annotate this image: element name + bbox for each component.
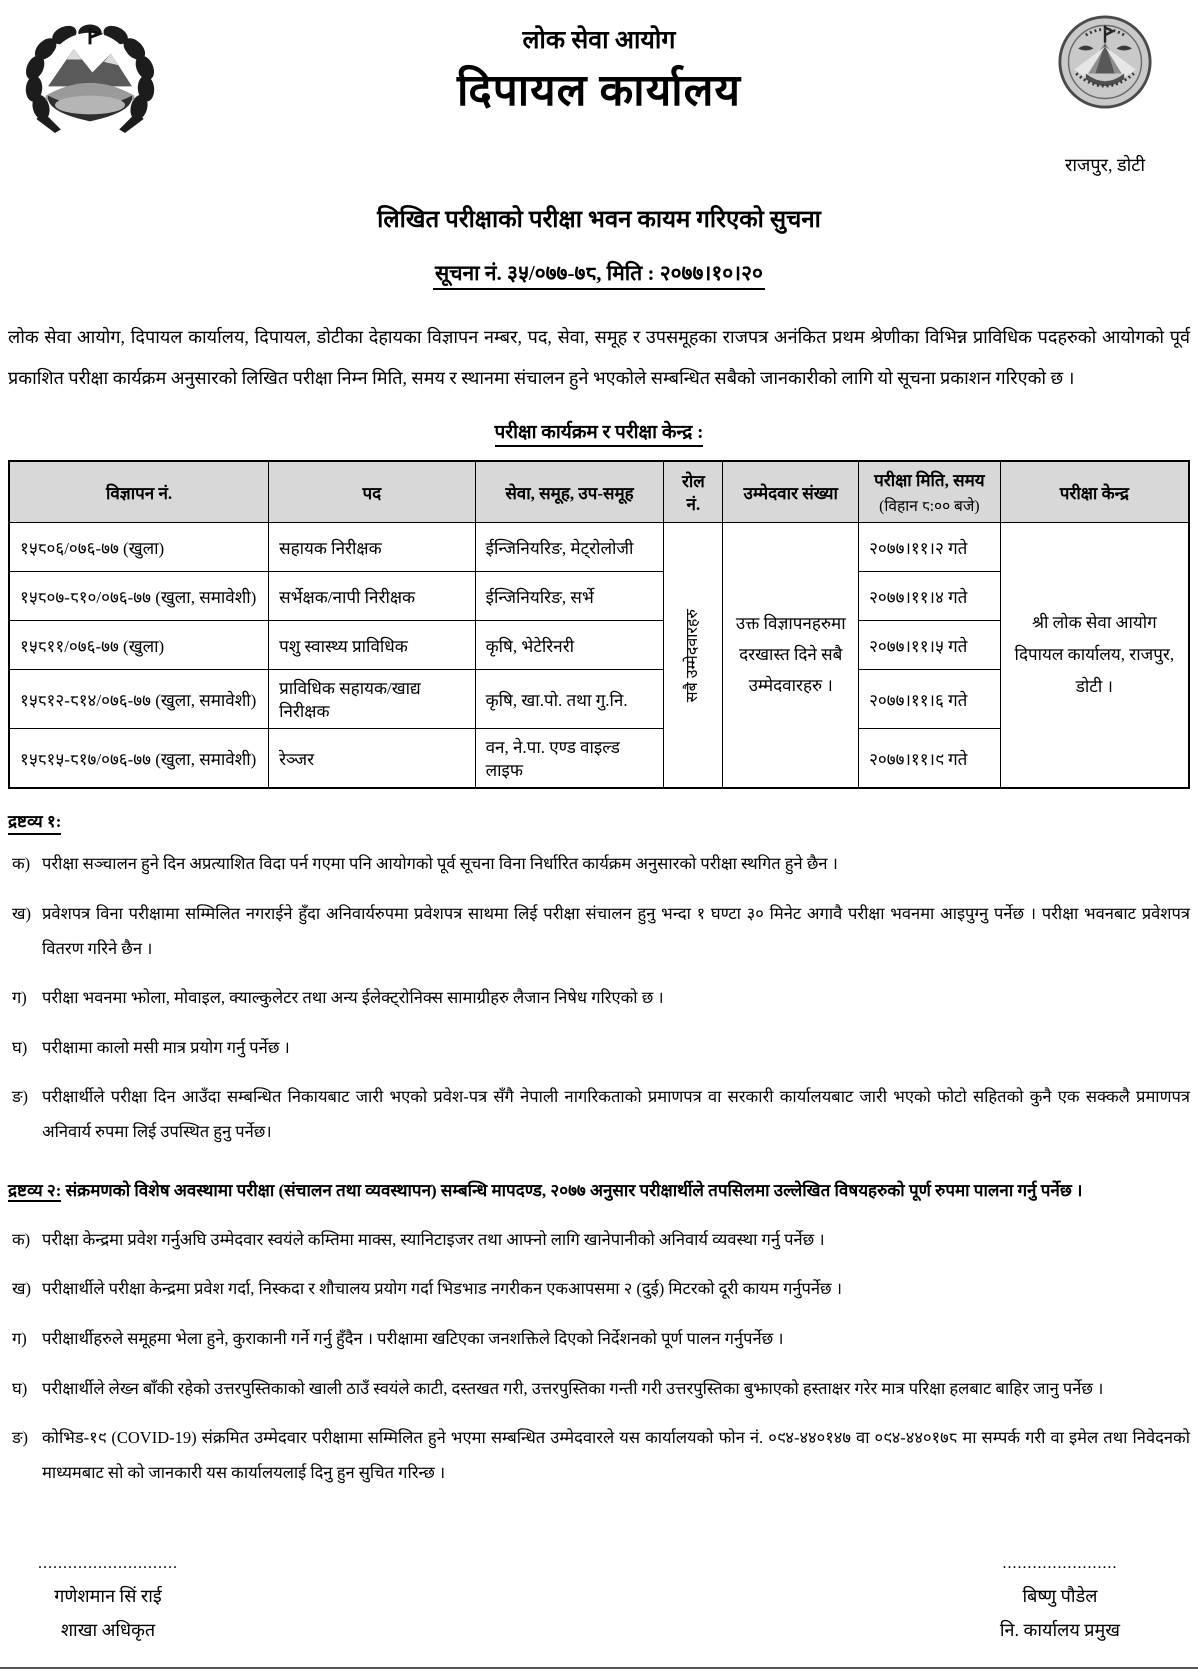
header-roll-no: रोल नं. bbox=[664, 461, 723, 523]
note2-heading: द्रष्टव्य २: संक्रमणको विशेष अवस्थामा परीक्षा (संचालन तथा व्यवस्थापन) सम्बन्धि मापदण्ड, २०७७ अनुसार परीक्षार्थीले तपसिलमा उल्लेखित विषयहरुको पूर्ण रुपमा पालना गर्नु पर्नेछ । bbox=[8, 1180, 1083, 1200]
signature-dotted-line: ............................ bbox=[38, 1554, 178, 1572]
cell-exam-date: २०७७।११।६ गते bbox=[859, 670, 1001, 729]
cell-exam-center-merged: श्री लोक सेवा आयोग दिपायल कार्यालय, राजपुर, डोटी । bbox=[1000, 523, 1189, 789]
header-candidates: उम्मेदवार संख्या bbox=[723, 461, 859, 523]
cell-adv-no: १५८११/०७६-७७ (खुला) bbox=[9, 621, 269, 670]
cell-post: सर्भेक्षक/नापी निरीक्षक bbox=[269, 572, 476, 621]
cell-post: सहायक निरीक्षक bbox=[269, 523, 476, 572]
table-section-title: परीक्षा कार्यक्रम र परीक्षा केन्द्र : bbox=[8, 418, 1190, 444]
note1-item: ङ) परीक्षार्थीले परीक्षा दिन आउँदा सम्बन्धित निकायबाट जारी भएको प्रवेश-पत्र सँगै नेपाली नागरिकताको प्रमाणपत्र वा सरकारी कार्यालयबाट जारी भएको फोटो सहितको कुनै एक सक्कलै प्रमाणपत्र अनिवार्य रुपमा लिई उपस्थित हुनु पर्नेछ। bbox=[12, 1087, 1190, 1142]
note1-section bbox=[8, 809, 1190, 1149]
note2-item: ङ) कोभिड-१९ (COVID-19) संक्रमित उम्मेदवार परीक्षामा सम्मिलित हुने भएमा सम्बन्धित उम्मेदवारले यस कार्यालयको फोन नं. ०९४-४४०१४७ वा ०९४-४४०१७८ मा सम्पर्क गरी वा इमेल तथा निवेदनको माध्यमबाट सो को जानकारी यस कार्यालयलाई दिनु हुन सुचित गरिन्छ । bbox=[12, 1428, 1190, 1482]
note1-item: ख) प्रवेशपत्र विना परीक्षामा सम्मिलित नगराईने हुँदा अनिवार्यरुपमा प्रवेशपत्र साथमा लिई परीक्षा संचालन हुनु भन्दा १ घण्टा ३० मिनेट अगावै परीक्षा भवनमा आइपुग्नु पर्नेछ । परीक्षा भवनबाट प्रवेशपत्र वितरण गरिने छैन । bbox=[12, 903, 1190, 958]
signature-left bbox=[38, 1549, 178, 1648]
cell-service: कृषि, भेटेरिनरी bbox=[475, 621, 664, 670]
table-row bbox=[9, 523, 1189, 572]
signature-dotted-line: ....................... bbox=[1002, 1554, 1118, 1572]
public-service-commission-seal-icon bbox=[1057, 14, 1153, 110]
header-titles bbox=[8, 10, 1190, 118]
cell-exam-date: २०७७।११।२ गते bbox=[859, 523, 1001, 572]
notice-ref-line bbox=[8, 259, 1190, 287]
cell-exam-date: २०७७।११।९ गते bbox=[859, 729, 1001, 789]
office-name: दिपायल कार्यालय bbox=[457, 66, 741, 115]
office-location: राजपुर, डोटी bbox=[1065, 155, 1145, 175]
cell-adv-no: १५८०६/०७६-७७ (खुला) bbox=[9, 523, 269, 572]
note1-heading: द्रष्टव्य १: bbox=[8, 809, 1190, 832]
signatory-name: गणेशमान सिं राई bbox=[54, 1586, 162, 1606]
cell-service: वन, ने.पा. एण्ड वाइल्ड लाइफ bbox=[475, 729, 664, 789]
cell-roll-no-merged: सबै उम्मेदवारहरु bbox=[664, 523, 723, 789]
header-service: सेवा, समूह, उप-समूह bbox=[475, 461, 664, 523]
cell-post: रेञ्जर bbox=[269, 729, 476, 789]
note1-item: घ) परीक्षामा कालो मसी मात्र प्रयोग गर्नु पर्नेछ । bbox=[12, 1037, 290, 1057]
exam-schedule-table bbox=[8, 460, 1190, 790]
cell-service: ईन्जिनियरिङ, मेट्रोलोजी bbox=[475, 523, 664, 572]
notice-ref-text: सूचना नं. ३५/०७७-७८, मिति : २०७७।१०।२० bbox=[433, 261, 765, 290]
signatory-name: बिष्णु पौडेल bbox=[1022, 1586, 1098, 1606]
cell-adv-no: १५८१५-८१७/०७६-७७ (खुला, समावेशी) bbox=[9, 729, 269, 789]
cell-post: प्राविधिक सहायक/खाद्य निरीक्षक bbox=[269, 670, 476, 729]
document-header bbox=[8, 10, 1190, 180]
note2-item: घ) परीक्षार्थीले लेख्न बाँकी रहेको उत्तरपुस्तिकाको खाली ठाउँ स्वयंले काटी, दस्तखत गरी, उत्तरपुस्तिका गन्ती गरी उत्तरपुस्तिका बुझाएको हस्ताक्षर गरेर मात्र परिक्षा हलबाट बाहिर जानु पर्नेछ । bbox=[12, 1378, 1104, 1398]
header-exam-time-sub: (विहान ८:०० बजे) bbox=[879, 498, 980, 516]
organization-name: लोक सेवा आयोग bbox=[522, 27, 676, 54]
header-adv-no: विज्ञापन नं. bbox=[9, 461, 269, 523]
note2-section bbox=[8, 1174, 1190, 1491]
note1-item: क) परीक्षा सञ्चालन हुने दिन अप्रत्याशित विदा पर्न गएमा पनि आयोगको पूर्व सूचना विना निर्धारित कार्यक्रम अनुसारको परीक्षा स्थगित हुने छैन । bbox=[12, 854, 838, 874]
cell-service: ईन्जिनियरिङ, सर्भे bbox=[475, 572, 664, 621]
header-exam-date: परीक्षा मिति, समय (विहान ८:०० बजे) bbox=[859, 461, 1001, 523]
header-exam-center: परीक्षा केन्द्र bbox=[1000, 461, 1189, 523]
intro-paragraph: लोक सेवा आयोग, दिपायल कार्यालय, दिपायल, डोटीका देहायका विज्ञापन नम्बर, पद, सेवा, समूह र उपसमूहका राजपत्र अनंकित प्रथम श्रेणीका विभिन्न प्राविधिक पदहरुको आयोगको पूर्व प्रकाशित परीक्षा कार्यक्रम अनुसारको लिखित परीक्षा निम्न मिति, समय र स्थानमा संचालन हुने भएकोले सम्बन्धित सबैको जानकारीको लागि यो सूचना प्रकाशन गरिएको छ । bbox=[8, 327, 1190, 389]
signature-right bbox=[1000, 1549, 1120, 1648]
cell-exam-date: २०७७।११।५ गते bbox=[859, 621, 1001, 670]
signatory-title: शाखा अधिकृत bbox=[60, 1620, 156, 1641]
signature-row bbox=[8, 1549, 1190, 1662]
note2-item: ख) परीक्षार्थीले परीक्षा केन्द्रमा प्रवेश गर्दा, निस्कदा र शौचालय प्रयोग गर्दा भिडभाड नगरीकन एकआपसमा २ (दुई) मिटरको दूरी कायम गर्नुपर्नेछ । bbox=[12, 1279, 843, 1299]
cell-adv-no: १५८०७-८१०/०७६-७७ (खुला, समावेशी) bbox=[9, 572, 269, 621]
signatory-title: नि. कार्यालय प्रमुख bbox=[999, 1620, 1120, 1641]
note2-item: क) परीक्षा केन्द्रमा प्रवेश गर्नुअघि उम्मेदवार स्वयंले कम्तिमा माक्स, स्यानिटाइजर तथा आफ्नो लागि खानेपानीको अनिवार्य व्यवस्था गर्नु पर्नेछ । bbox=[12, 1229, 825, 1249]
note1-item: ग) परीक्षा भवनमा झोला, मोवाइल, क्याल्कुलेटर तथा अन्य ईलेक्ट्रोनिक्स सामाग्रीहरु लैजान निषेध गरिएको छ । bbox=[12, 988, 664, 1008]
cell-adv-no: १५८१२-८१४/०७६-७७ (खुला, समावेशी) bbox=[9, 670, 269, 729]
cell-post: पशु स्वास्थ्य प्राविधिक bbox=[269, 621, 476, 670]
nepal-government-emblem-icon bbox=[20, 18, 160, 136]
psc-seal-block bbox=[1050, 14, 1160, 177]
cell-candidates-merged: उक्त विज्ञापनहरुमा दरखास्त दिने सबै उम्मेदवारहरु । bbox=[723, 523, 859, 789]
table-header-row bbox=[9, 461, 1189, 523]
notice-title: लिखित परीक्षाको परीक्षा भवन कायम गरिएको सुचना bbox=[377, 207, 821, 233]
header-post: पद bbox=[269, 461, 476, 523]
note2-item: ग) परीक्षार्थीहरुले समूहमा भेला हुने, कुराकानी गर्ने गर्नु हुँदैन । परीक्षामा खटिएका जनशक्तिले दिएको निर्देशनको पूर्ण पालन गर्नुपर्नेछ । bbox=[12, 1329, 784, 1349]
cell-exam-date: २०७७।११।४ गते bbox=[859, 572, 1001, 621]
cell-service: कृषि, खा.पो. तथा गु.नि. bbox=[475, 670, 664, 729]
